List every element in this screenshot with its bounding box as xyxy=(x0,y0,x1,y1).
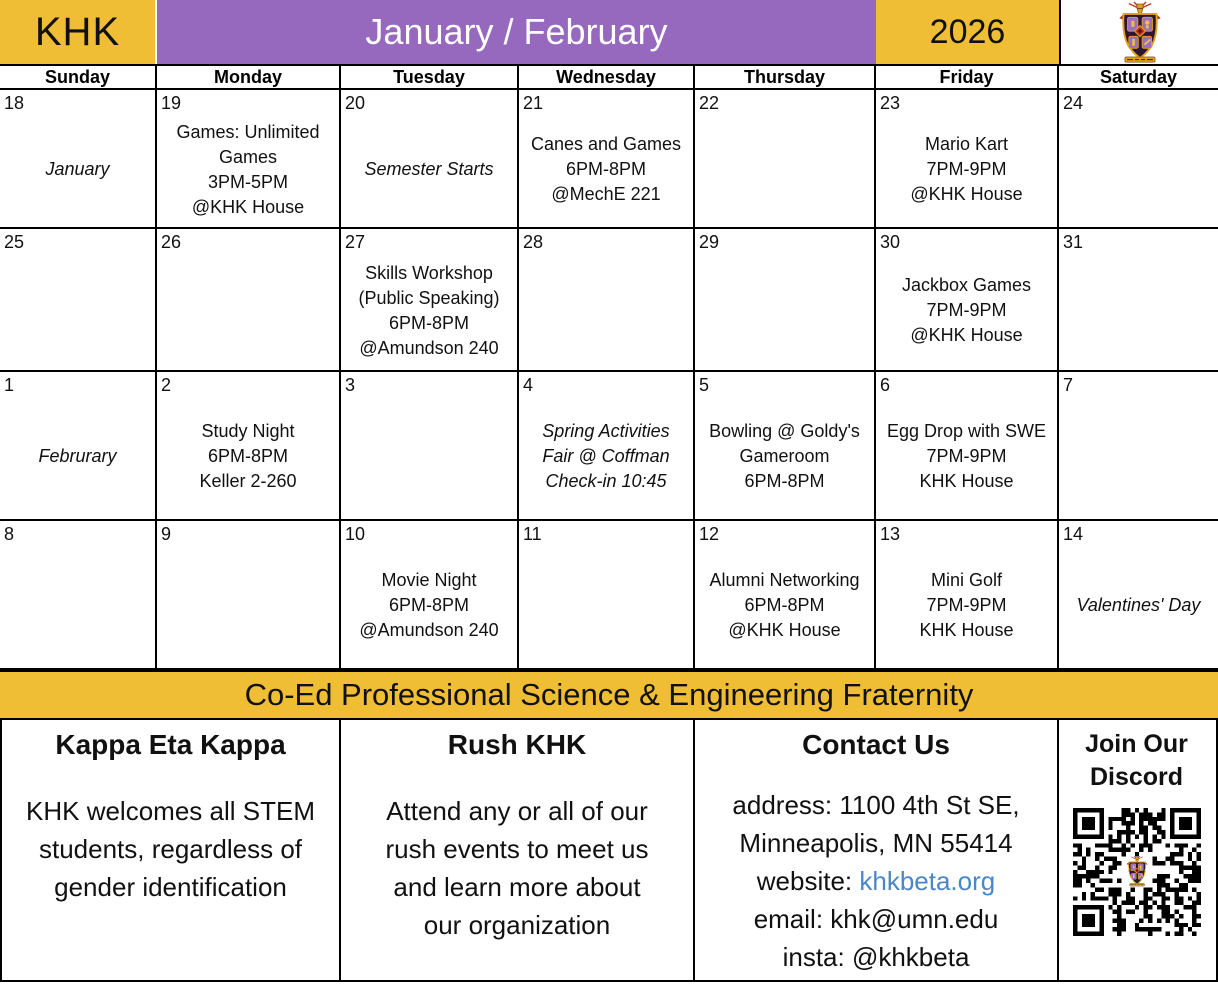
date-number: 4 xyxy=(523,375,534,395)
calendar-cell-february-2 xyxy=(157,372,341,521)
calendar-note: Februrary xyxy=(38,446,117,466)
rush-body-line: rush events to meet us xyxy=(385,834,649,864)
section-about xyxy=(2,720,341,980)
calendar-cell-february-1 xyxy=(0,372,157,521)
khk-crest-icon xyxy=(1113,1,1167,63)
calendar-cell-january-27 xyxy=(341,229,519,372)
date-number: 19 xyxy=(161,93,182,113)
event-text: KHK House xyxy=(919,471,1014,491)
calendar-note: Semester Starts xyxy=(364,159,494,179)
calendar-cell-january-29 xyxy=(695,229,876,372)
about-body xyxy=(2,792,339,906)
event-text: 6PM-8PM xyxy=(207,446,288,466)
calendar-note: Fair @ Coffman xyxy=(542,446,670,466)
day-header-monday: Monday xyxy=(157,66,341,88)
calendar-cell-february-8 xyxy=(0,521,157,670)
date-number: 1 xyxy=(4,375,15,395)
event-text: @KHK House xyxy=(910,184,1023,204)
event-text: Mario Kart xyxy=(924,134,1009,154)
event-text: @Amundson 240 xyxy=(359,620,499,640)
calendar-cell-january-26 xyxy=(157,229,341,372)
org-title: KHK xyxy=(34,9,121,54)
calendar-grid xyxy=(0,90,1218,670)
event-text: Alumni Networking xyxy=(709,570,860,590)
date-number: 5 xyxy=(699,375,710,395)
event-text: Movie Night xyxy=(381,570,477,590)
day-header-row xyxy=(0,64,1218,90)
day-header-friday: Friday xyxy=(876,66,1059,88)
section-rush xyxy=(341,720,695,980)
about-body-line: gender identification xyxy=(54,872,287,902)
date-number: 2 xyxy=(161,375,172,395)
calendar-cell-february-7 xyxy=(1059,372,1218,521)
org-block xyxy=(0,0,155,64)
date-number: 30 xyxy=(880,232,901,252)
date-number: 22 xyxy=(699,93,720,113)
discord-title: Join Our Discord xyxy=(1085,730,1188,791)
rush-body-line: and learn more about xyxy=(393,872,641,902)
event-text: 3PM-5PM xyxy=(207,171,288,192)
website-link[interactable]: khkbeta.org xyxy=(859,866,996,896)
contact-line: insta: @khkbeta xyxy=(782,942,970,972)
calendar-cell-january-21 xyxy=(519,90,695,229)
date-number: 7 xyxy=(1063,375,1074,395)
event-text: (Public Speaking) xyxy=(358,287,500,308)
calendar-cell-february-11 xyxy=(519,521,695,670)
calendar-cell-january-18 xyxy=(0,90,157,229)
calendar-cell-february-3 xyxy=(341,372,519,521)
date-number: 6 xyxy=(880,375,891,395)
event-text: @KHK House xyxy=(910,325,1023,345)
section-discord xyxy=(1059,720,1214,980)
calendar-cell-february-12 xyxy=(695,521,876,670)
date-number: 20 xyxy=(345,93,366,113)
section-contact xyxy=(695,720,1059,980)
contact-line: Minneapolis, MN 55414 xyxy=(739,828,1013,858)
date-number: 9 xyxy=(161,524,172,544)
calendar-cell-january-31 xyxy=(1059,229,1218,372)
event-text: Games: Unlimited Games xyxy=(176,121,320,167)
contact-title: Contact Us xyxy=(802,729,950,760)
event-text: @KHK House xyxy=(728,620,841,640)
date-number: 3 xyxy=(345,375,356,395)
date-number: 11 xyxy=(523,524,542,544)
event-text: 7PM-9PM xyxy=(926,446,1007,466)
rush-title: Rush KHK xyxy=(447,729,587,760)
event-text: Egg Drop with SWE xyxy=(886,421,1047,441)
date-number: 21 xyxy=(523,93,544,113)
event-text: @MechE 221 xyxy=(551,184,661,204)
date-number: 27 xyxy=(345,232,366,252)
calendar-cell-february-6 xyxy=(876,372,1059,521)
event-text: Mini Golf xyxy=(930,570,1002,590)
info-footer xyxy=(0,720,1218,982)
event-text: Canes and Games xyxy=(530,134,682,154)
rush-body xyxy=(341,792,693,944)
event-text: 6PM-8PM xyxy=(565,159,646,179)
day-header-thursday: Thursday xyxy=(695,66,876,88)
month-block xyxy=(157,0,876,64)
calendar-note: Check-in 10:45 xyxy=(545,471,667,491)
date-number: 10 xyxy=(345,524,366,544)
calendar-note: January xyxy=(45,159,110,179)
calendar-cell-january-24 xyxy=(1059,90,1218,229)
rush-body-line: our organization xyxy=(423,910,611,940)
month-title: January / February xyxy=(365,11,668,52)
fraternity-banner: Co-Ed Professional Science & Engineering Fraternity xyxy=(0,670,1218,720)
date-number: 26 xyxy=(161,232,182,252)
date-number: 14 xyxy=(1063,524,1084,544)
date-number: 29 xyxy=(699,232,720,252)
day-header-wednesday: Wednesday xyxy=(519,66,695,88)
contact-line: email: khk@umn.edu xyxy=(753,904,999,934)
contact-line xyxy=(695,862,1057,900)
calendar-cell-february-14 xyxy=(1059,521,1218,670)
contact-lines xyxy=(695,786,1057,976)
event-text: KHK House xyxy=(919,620,1014,640)
calendar-cell-january-22 xyxy=(695,90,876,229)
calendar-header xyxy=(0,0,1218,64)
event-text: @KHK House xyxy=(191,196,305,217)
day-header-saturday: Saturday xyxy=(1099,66,1178,87)
calendar-cell-february-10 xyxy=(341,521,519,670)
event-text: 7PM-9PM xyxy=(926,159,1007,179)
about-body-line: KHK welcomes all STEM xyxy=(26,796,315,826)
calendar-cell-january-30 xyxy=(876,229,1059,372)
contact-line: address: 1100 4th St SE, xyxy=(732,790,1020,820)
contact-line-label: website: xyxy=(756,866,860,896)
event-text: Skills Workshop xyxy=(365,262,493,283)
year-title: 2026 xyxy=(929,12,1006,51)
crest-cell xyxy=(1059,0,1218,64)
calendar-cell-february-9 xyxy=(157,521,341,670)
day-header-sunday: Sunday xyxy=(0,66,157,88)
year-block xyxy=(876,0,1059,64)
calendar-cell-january-28 xyxy=(519,229,695,372)
date-number: 23 xyxy=(880,93,901,113)
date-number: 8 xyxy=(4,524,15,544)
event-text: 7PM-9PM xyxy=(926,300,1007,320)
date-number: 18 xyxy=(4,93,25,113)
event-text: Keller 2-260 xyxy=(199,471,297,491)
about-title: Kappa Eta Kappa xyxy=(55,729,286,760)
event-text: 6PM-8PM xyxy=(744,595,825,615)
rush-body-line: Attend any or all of our xyxy=(386,796,648,826)
calendar-cell-february-13 xyxy=(876,521,1059,670)
calendar-cell-january-23 xyxy=(876,90,1059,229)
event-text: Study Night xyxy=(201,421,295,441)
calendar-note: Valentines' Day xyxy=(1076,595,1201,615)
date-number: 31 xyxy=(1063,232,1084,252)
day-header-tuesday: Tuesday xyxy=(341,66,519,88)
date-number: 25 xyxy=(4,232,25,252)
calendar-cell-january-19 xyxy=(157,90,341,229)
event-text: @Amundson 240 xyxy=(359,337,499,358)
date-number: 13 xyxy=(880,524,901,544)
about-body-line: students, regardless of xyxy=(38,834,303,864)
calendar-cell-february-4 xyxy=(519,372,695,521)
event-text: Jackbox Games xyxy=(901,275,1032,295)
date-number: 12 xyxy=(699,524,720,544)
calendar-note: Spring Activities xyxy=(542,421,670,441)
event-text: 6PM-8PM xyxy=(388,595,469,615)
date-number: 24 xyxy=(1063,93,1084,113)
event-text: Bowling @ Goldy's xyxy=(709,421,860,441)
date-number: 28 xyxy=(523,232,544,252)
event-text: Gameroom xyxy=(739,446,830,466)
calendar-cell-january-20 xyxy=(341,90,519,229)
calendar-cell-february-5 xyxy=(695,372,876,521)
event-text: 6PM-8PM xyxy=(744,471,825,491)
event-text: 7PM-9PM xyxy=(926,595,1007,615)
event-text: 6PM-8PM xyxy=(388,312,469,333)
calendar-cell-january-25 xyxy=(0,229,157,372)
qr-code xyxy=(1073,808,1201,936)
